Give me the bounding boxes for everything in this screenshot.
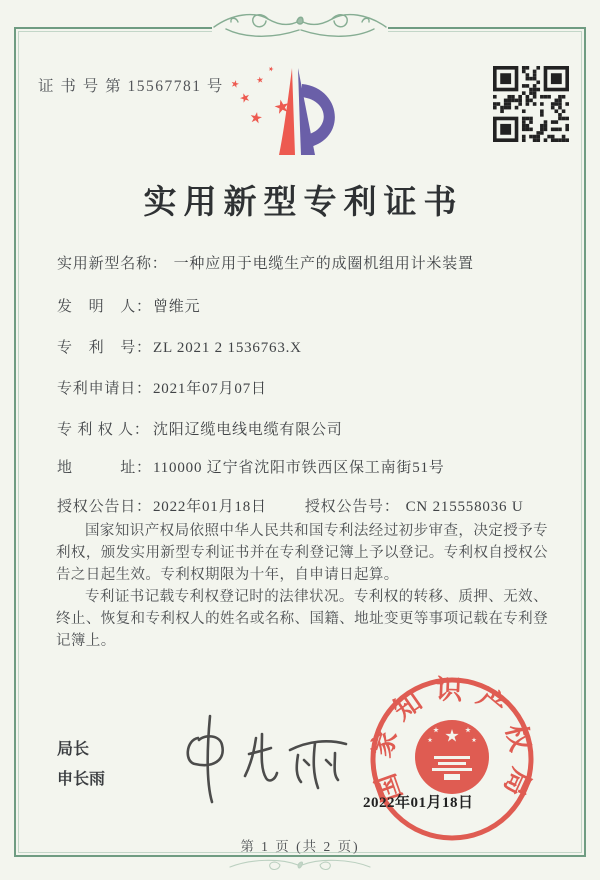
legal-paragraph-2: 专利证书记载专利权登记时的法律状况。专利权的转移、质押、无效、终止、恢复和专利权人的姓名或名称、国籍、地址变更等事项记载在专利登记簿上。 <box>56 589 548 649</box>
certificate-title: 实用新型专利证书 <box>143 185 464 221</box>
field-label: 专 利 权 人： <box>57 422 150 438</box>
field-value: 一种应用于电缆生产的成圈机组用计米装置 <box>173 256 474 272</box>
director-signature <box>138 708 368 812</box>
director-name: 申长雨 <box>57 771 106 788</box>
cnipa-official-seal <box>352 660 552 860</box>
field-inventor <box>57 295 557 316</box>
field-label: 专利申请日： <box>57 381 152 397</box>
field-value: 2022年01月18日 <box>153 499 267 515</box>
field-value: 曾维元 <box>153 299 201 315</box>
field-value: 2021年07月07日 <box>153 381 267 397</box>
seal-text: 国家知识产权局 <box>366 674 539 812</box>
field-patentee <box>57 418 557 439</box>
field-value: CN 215558036 U <box>405 499 524 515</box>
field-label: 地 址： <box>57 460 152 476</box>
field-utility-model-name <box>57 252 557 273</box>
field-label: 授权公告号： <box>304 499 400 515</box>
legal-text-block <box>56 520 548 652</box>
cnipa-logo-icon <box>218 60 386 164</box>
field-label: 专 利 号： <box>57 340 152 356</box>
field-patent-number <box>57 336 557 357</box>
qr-code <box>493 66 569 142</box>
legal-paragraph-1: 国家知识产权局依照中华人民共和国专利法经过初步审查，决定授予专利权，颁发实用新型专利证书并在专利登记簿上予以登记。专利权自授权公告之日起生效。专利权期限为十年，自申请日起算。 <box>56 523 548 583</box>
seal-date: 2022年01月18日 <box>363 795 474 811</box>
field-value: ZL 2021 2 1536763.X <box>153 340 302 356</box>
field-grant-announcement <box>57 495 557 516</box>
director-title: 局长 <box>57 741 90 758</box>
field-address <box>57 456 557 477</box>
field-label: 发 明 人： <box>57 299 152 315</box>
field-filing-date <box>57 377 557 398</box>
certificate-number: 证 书 号 第 15567781 号 <box>38 78 224 95</box>
director-block <box>57 735 105 795</box>
field-label: 实用新型名称： <box>57 256 168 272</box>
field-value: 110000 辽宁省沈阳市铁西区保工南街51号 <box>153 460 445 476</box>
national-emblem-icon <box>415 720 489 794</box>
field-label: 授权公告日： <box>57 499 152 515</box>
field-value: 沈阳辽缆电线电缆有限公司 <box>153 422 343 438</box>
top-flourish-ornament <box>0 0 600 54</box>
page-number-label: 第 1 页 (共 2 页) <box>240 839 360 854</box>
